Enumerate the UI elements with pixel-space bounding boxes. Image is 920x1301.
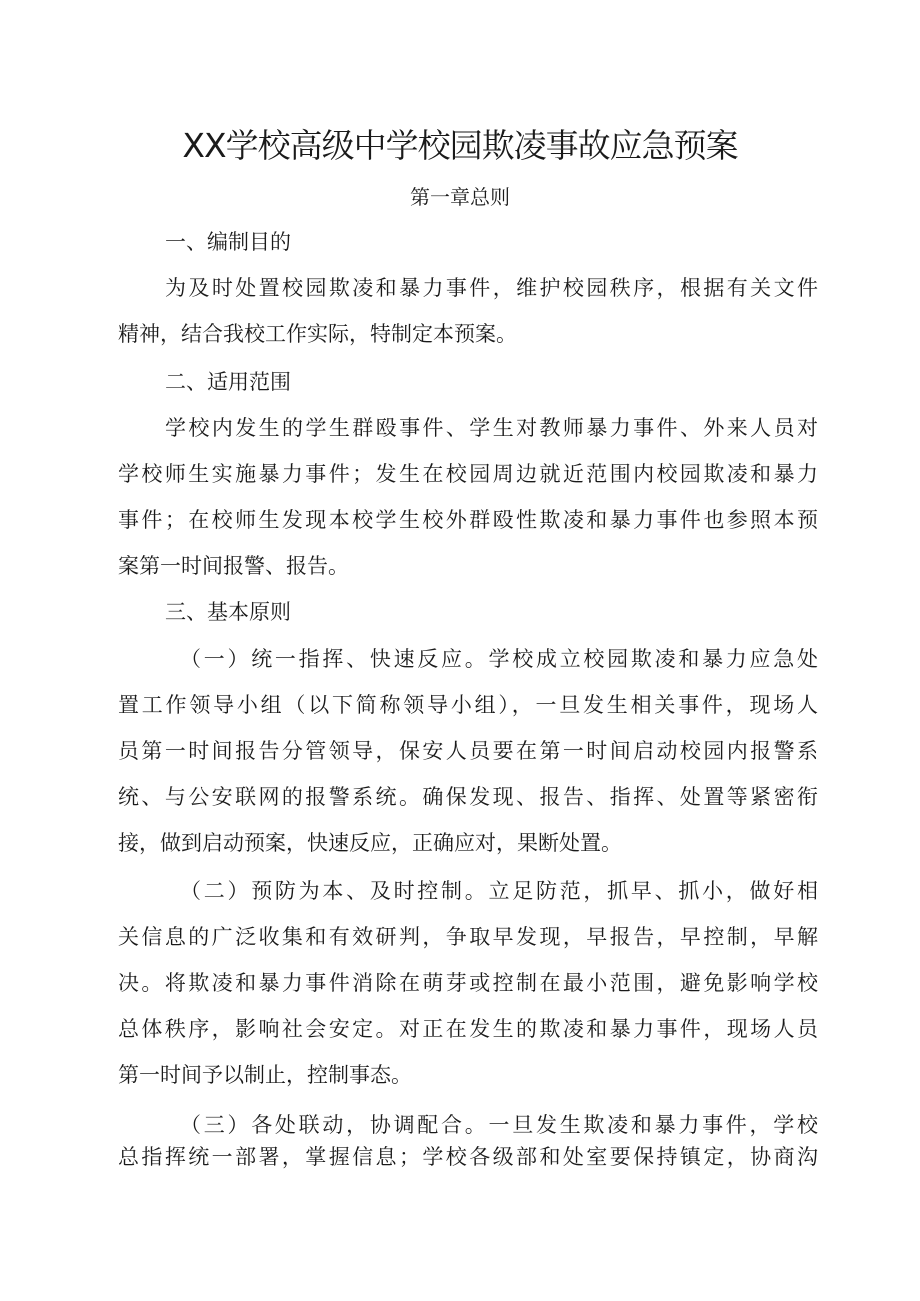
paragraph-line: 案第一时间报警、报告。 xyxy=(118,554,349,578)
paragraph-line: 精神，结合我校工作实际，特制定本预案。 xyxy=(118,322,517,346)
paragraph-line: 总指挥统一部署，掌握信息；学校各级部和处室要保持镇定，协商沟 xyxy=(118,1145,818,1169)
paragraph-line: （二）预防为本、及时控制。立足防范，抓早、抓小，做好相 xyxy=(180,879,818,903)
section-heading-purpose: 一、编制目的 xyxy=(165,230,291,254)
paragraph-line: 总体秩序，影响社会安定。对正在发生的欺凌和暴力事件，现场人员 xyxy=(118,1017,818,1041)
paragraph-line: 置工作领导小组（以下简称领导小组），一旦发生相关事件，现场人 xyxy=(118,693,818,717)
paragraph-line: 学校师生实施暴力事件；发生在校园周边就近范围内校园欺凌和暴力 xyxy=(118,462,818,486)
paragraph-line: 统、与公安联网的报警系统。确保发现、报告、指挥、处置等紧密衔 xyxy=(118,785,818,809)
paragraph-line: 员第一时间报告分管领导，保安人员要在第一时间启动校园内报警系 xyxy=(118,739,818,763)
paragraph-line: （一）统一指挥、快速反应。学校成立校园欺凌和暴力应急处 xyxy=(180,647,818,671)
chapter-heading: 第一章总则 xyxy=(410,185,510,209)
paragraph-line: 第一时间予以制止，控制事态。 xyxy=(118,1063,412,1087)
paragraph-line: 事件；在校师生发现本校学生校外群殴性欺凌和暴力事件也参照本预 xyxy=(118,508,818,532)
paragraph-line: 决。将欺凌和暴力事件消除在萌芽或控制在最小范围，避免影响学校 xyxy=(118,971,818,995)
paragraph-line: 学校内发生的学生群殴事件、学生对教师暴力事件、外来人员对 xyxy=(165,416,818,440)
section-heading-principles: 三、基本原则 xyxy=(165,600,291,624)
paragraph-line: 接，做到启动预案，快速反应，正确应对，果断处置。 xyxy=(118,831,622,855)
paragraph-line: （三）各处联动，协调配合。一旦发生欺凌和暴力事件，学校 xyxy=(180,1113,818,1137)
paragraph-line: 关信息的广泛收集和有效研判，争取早发现，早报告，早控制，早解 xyxy=(118,925,818,949)
document-title: XX学校高级中学校园欺凌事故应急预案 xyxy=(182,126,738,165)
section-heading-scope: 二、适用范围 xyxy=(165,370,291,394)
paragraph-line: 为及时处置校园欺凌和暴力事件，维护校园秩序，根据有关文件 xyxy=(165,276,818,300)
